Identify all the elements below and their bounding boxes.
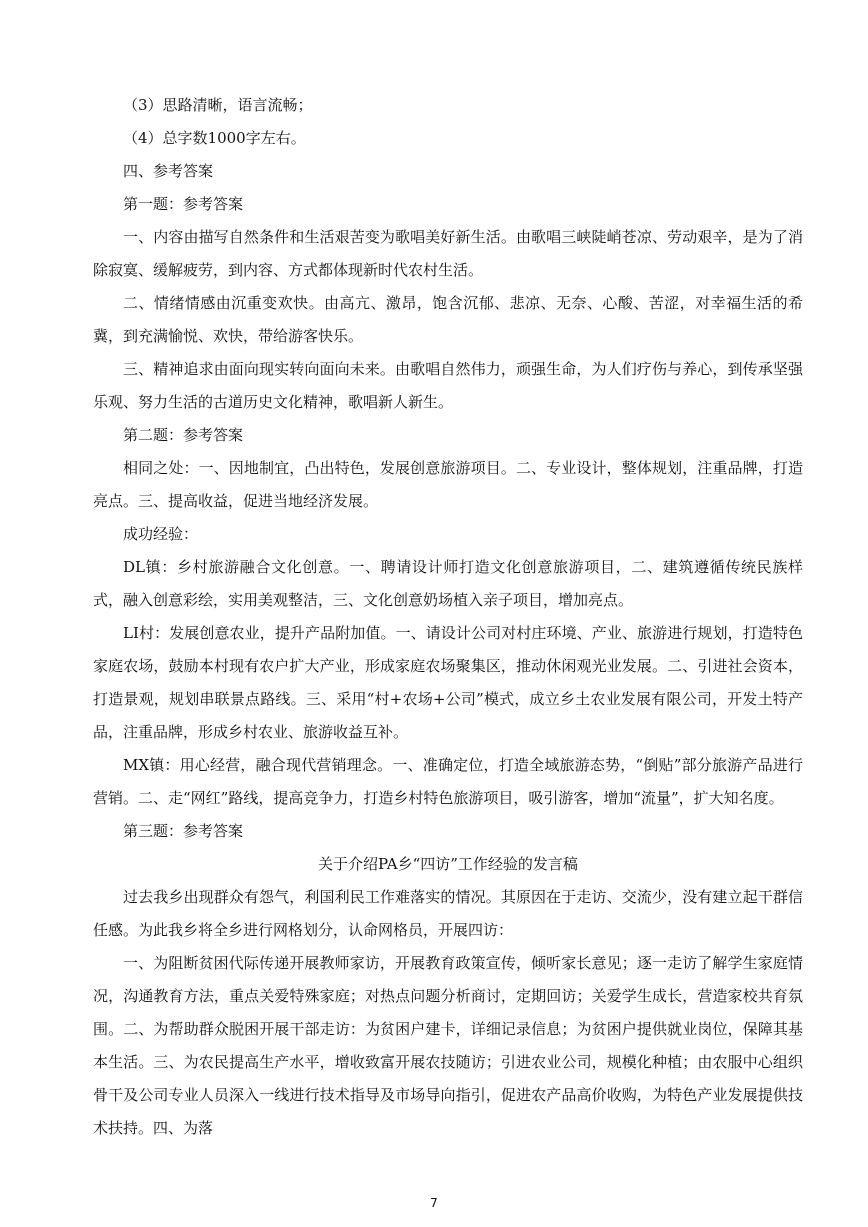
question-2-similarities: 相同之处：一、因地制宜，凸出特色，发展创意旅游项目。二、专业设计，整体规划，注重品牌，打造亮点。三、提高收益，促进当地经济发展。	[93, 459, 803, 510]
question-1-point-3: 三、精神追求由面向现实转向面向未来。由歌唱自然伟力，顽强生命，为人们疗伤与养心，到传承坚强乐观、努力生活的古道历史文化精神，歌唱新人新生。	[93, 360, 803, 411]
speech-title: 关于介绍PA乡“四访”工作经验的发言稿	[318, 855, 578, 873]
speech-four-visits: 一、为阻断贫困代际传递开展教师家访，开展教育政策宣传，倾听家长意见；逐一走访了解学生家庭情况，沟通教育方法，重点关爱特殊家庭；对热点问题分析商讨，定期回访；关爱学生成长，营造家校共育氛围。二、为帮助群众脱困开展干部走访：为贫困户建卡，详细记录信息；为贫困户提供就业岗位，保障其基本生活。三、为农民提高生产水平，增收致富开展农技随访；引进农业公司，规模化种植；由农服中心组织骨干及公司专业人员深入一线进行技术指导及市场导向指引，促进农产品高价收购，为特色产业发展提供技术扶持。四、为落	[93, 954, 803, 1137]
question-1-point-1: 一、内容由描写自然条件和生活艰苦变为歌唱美好新生活。由歌唱三峡陡峭苍凉、劳动艰辛，是为了消除寂寞、缓解疲劳，到内容、方式都体现新时代农村生活。	[93, 228, 803, 279]
question-2-dl-town: DL镇：乡村旅游融合文化创意。一、聘请设计师打造文化创意旅游项目，二、建筑遵循传统民族样式，融入创意彩绘，实用美观整洁，三、文化创意奶场植入亲子项目，增加亮点。	[93, 558, 803, 609]
paragraph-requirement-3: （3）思路清晰，语言流畅；	[123, 96, 313, 114]
question-2-experience-label: 成功经验：	[123, 525, 199, 543]
question-2-heading: 第二题：参考答案	[123, 426, 244, 444]
question-3-heading: 第三题：参考答案	[123, 822, 244, 840]
paragraph-requirement-4: （4）总字数1000字左右。	[123, 129, 306, 147]
speech-intro: 过去我乡出现群众有怨气，利国利民工作难落实的情况。其原因在于走访、交流少，没有建立起干群信任感。为此我乡将全乡进行网格划分，认命网格员，开展四访：	[93, 888, 803, 939]
question-1-heading: 第一题：参考答案	[123, 195, 244, 213]
document-body	[93, 89, 803, 1145]
page-number: 7	[430, 1196, 438, 1210]
question-1-point-2: 二、情绪情感由沉重变欢快。由高亢、激昂，饱含沉郁、悲凉、无奈、心酸、苦涩，对幸福生活的希冀，到充满愉悦、欢快，带给游客快乐。	[93, 294, 803, 345]
question-2-li-village: LI村：发展创意农业，提升产品附加值。一、请设计公司对村庄环境、产业、旅游进行规划，打造特色家庭农场，鼓励本村现有农户扩大产业，形成家庭农场聚集区，推动休闲观光业发展。二、引进社会资本，打造景观，规划串联景点路线。三、采用“村+农场+公司”模式，成立乡土农业发展有限公司，开发土特产品，注重品牌，形成乡村农业、旅游收益互补。	[93, 624, 803, 741]
question-2-mx-town: MX镇：用心经营，融合现代营销理念。一、准确定位，打造全域旅游态势，“倒贴”部分旅游产品进行营销。二、走“网红”路线，提高竞争力，打造乡村特色旅游项目，吸引游客，增加“流量”，扩大知名度。	[93, 756, 803, 807]
section-heading-answers: 四、参考答案	[123, 162, 214, 180]
